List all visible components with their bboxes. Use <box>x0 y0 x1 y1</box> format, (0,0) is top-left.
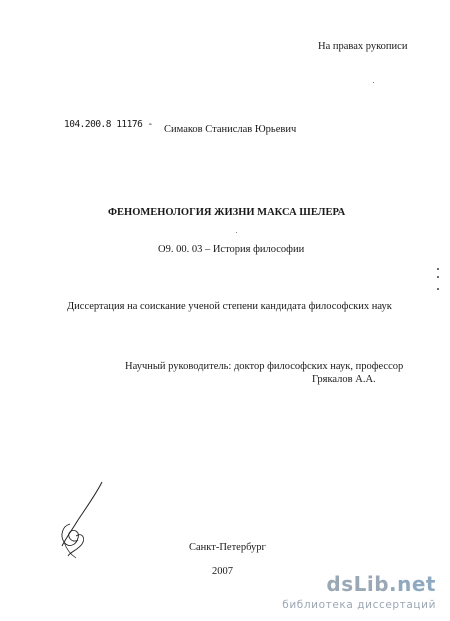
city: Санкт-Петербург <box>189 542 266 553</box>
watermark-logo-main: dsLib <box>326 572 390 596</box>
rights-notice: На правах рукописи <box>318 41 408 52</box>
watermark-subtitle: библиотека диссертаций <box>282 599 436 611</box>
watermark-logo <box>326 572 436 596</box>
watermark <box>270 572 442 616</box>
specialty-code: О9. 00. 03 – История философии <box>158 244 305 255</box>
advisor-name: Грякалов А.А. <box>312 374 376 385</box>
year: 2007 <box>212 566 233 577</box>
watermark-logo-accent: .net <box>389 572 436 596</box>
scan-speck <box>373 82 374 83</box>
scan-speck <box>437 276 439 278</box>
degree-description: Диссертация на соискание ученой степени кандидата философских наук <box>67 301 392 312</box>
scan-speck <box>437 268 439 270</box>
scan-speck <box>437 288 439 290</box>
thesis-title: ФЕНОМЕНОЛОГИЯ ЖИЗНИ МАКСА ШЕЛЕРА <box>108 207 346 218</box>
author-name: Симаков Станислав Юрьевич <box>164 124 297 135</box>
scan-speck <box>236 232 237 233</box>
advisor-line-1: Научный руководитель: доктор философских наук, профессор <box>125 361 404 372</box>
registration-number: 104.200.8 11176 - <box>64 119 153 130</box>
handwritten-signature <box>56 480 111 560</box>
